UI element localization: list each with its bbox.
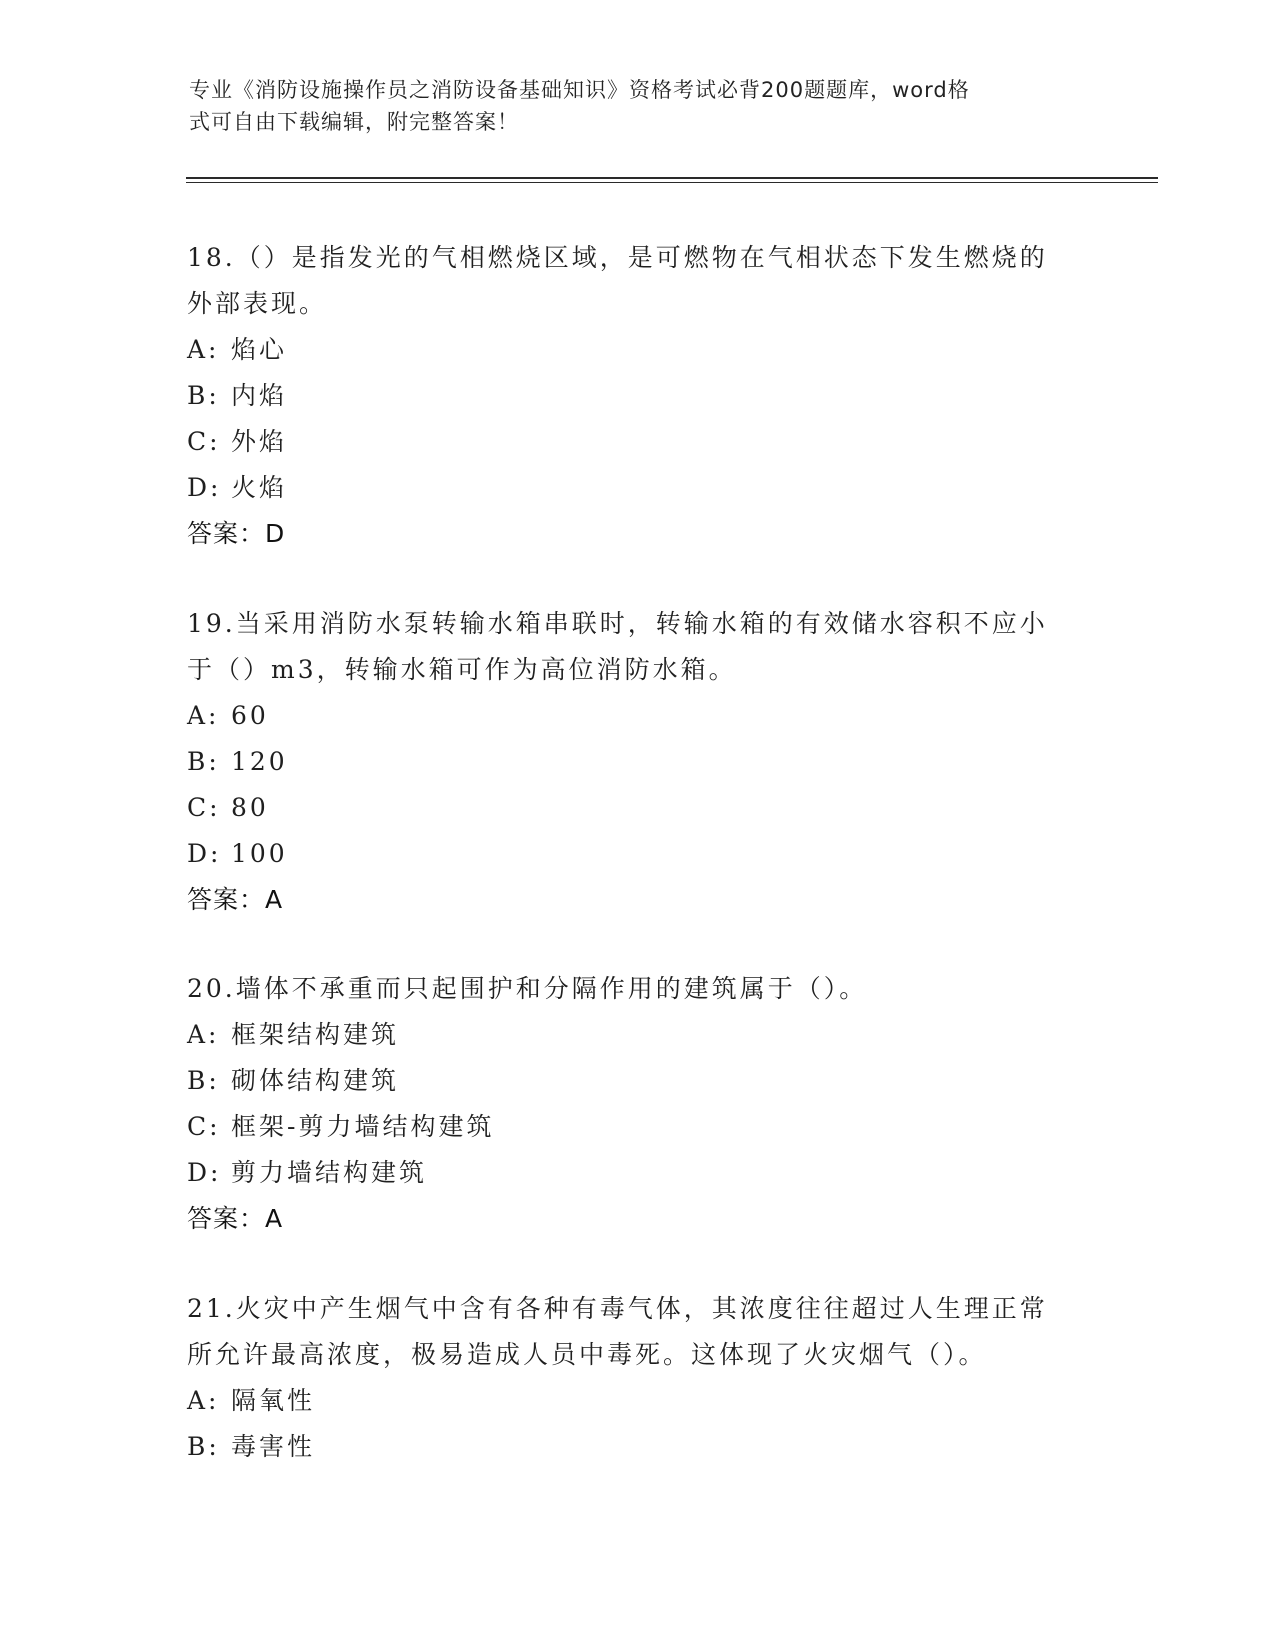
option-text: 80 [231, 793, 269, 822]
option-label: B: [187, 1066, 220, 1095]
option-label: C: [187, 1112, 221, 1141]
option-c [187, 1104, 1087, 1150]
option-c [187, 419, 1087, 465]
option-text: 框架结构建筑 [231, 1020, 400, 1049]
answer-line: 答案：A [187, 885, 284, 914]
option-a [187, 327, 1087, 373]
option-text: 100 [231, 839, 288, 868]
option-label: A: [187, 335, 220, 364]
option-label: A: [187, 701, 220, 730]
option-b [187, 1424, 1087, 1470]
option-label: D: [187, 473, 222, 502]
option-label: B: [187, 381, 220, 410]
question-stem-line: 19.当采用消防水泵转输水箱串联时，转输水箱的有效储水容积不应小 [187, 609, 1048, 638]
question-stem-line: 20.墙体不承重而只起围护和分隔作用的建筑属于（）。 [187, 974, 868, 1003]
option-d [187, 831, 1087, 877]
option-a [187, 1012, 1087, 1058]
option-text: 焰心 [231, 335, 288, 364]
question-stem-line: 外部表现。 [187, 289, 328, 318]
question-stem-line: 所允许最高浓度，极易造成人员中毒死。这体现了火灾烟气（）。 [187, 1340, 987, 1369]
option-text: 内焰 [231, 381, 288, 410]
option-label: D: [187, 839, 222, 868]
option-text: 120 [231, 747, 288, 776]
option-text: 隔氧性 [231, 1386, 316, 1415]
header-line-1: 专业《消防设施操作员之消防设备基础知识》资格考试必背200题题库，word格 [189, 78, 970, 102]
question-block [187, 966, 1087, 1242]
option-label: A: [187, 1386, 220, 1415]
option-text: 框架-剪力墙结构建筑 [231, 1112, 495, 1141]
answer-line: 答案：A [187, 1204, 284, 1233]
option-label: B: [187, 747, 220, 776]
option-c [187, 785, 1087, 831]
document-header [189, 74, 1089, 138]
option-d [187, 1150, 1087, 1196]
question-block [187, 1286, 1087, 1470]
header-divider-thick [186, 177, 1158, 179]
option-a [187, 693, 1087, 739]
option-label: A: [187, 1020, 220, 1049]
option-label: C: [187, 427, 221, 456]
option-text: 剪力墙结构建筑 [231, 1158, 428, 1187]
option-text: 毒害性 [231, 1432, 316, 1461]
question-stem-line: 21.火灾中产生烟气中含有各种有毒气体，其浓度往往超过人生理正常 [187, 1294, 1048, 1323]
question-stem-line: 18.（）是指发光的气相燃烧区域，是可燃物在气相状态下发生燃烧的 [187, 243, 1048, 272]
option-label: C: [187, 793, 221, 822]
option-label: B: [187, 1432, 220, 1461]
option-b [187, 373, 1087, 419]
question-stem-line: 于（）m3，转输水箱可作为高位消防水箱。 [187, 655, 737, 684]
option-b [187, 739, 1087, 785]
question-block [187, 601, 1087, 923]
option-d [187, 465, 1087, 511]
option-label: D: [187, 1158, 222, 1187]
option-text: 砌体结构建筑 [231, 1066, 400, 1095]
option-b [187, 1058, 1087, 1104]
header-line-2: 式可自由下载编辑，附完整答案！ [189, 110, 519, 134]
option-a [187, 1378, 1087, 1424]
header-divider-thin [186, 182, 1158, 183]
option-text: 外焰 [231, 427, 288, 456]
answer-line: 答案：D [187, 519, 286, 548]
option-text: 60 [231, 701, 269, 730]
option-text: 火焰 [231, 473, 288, 502]
question-block [187, 235, 1087, 557]
